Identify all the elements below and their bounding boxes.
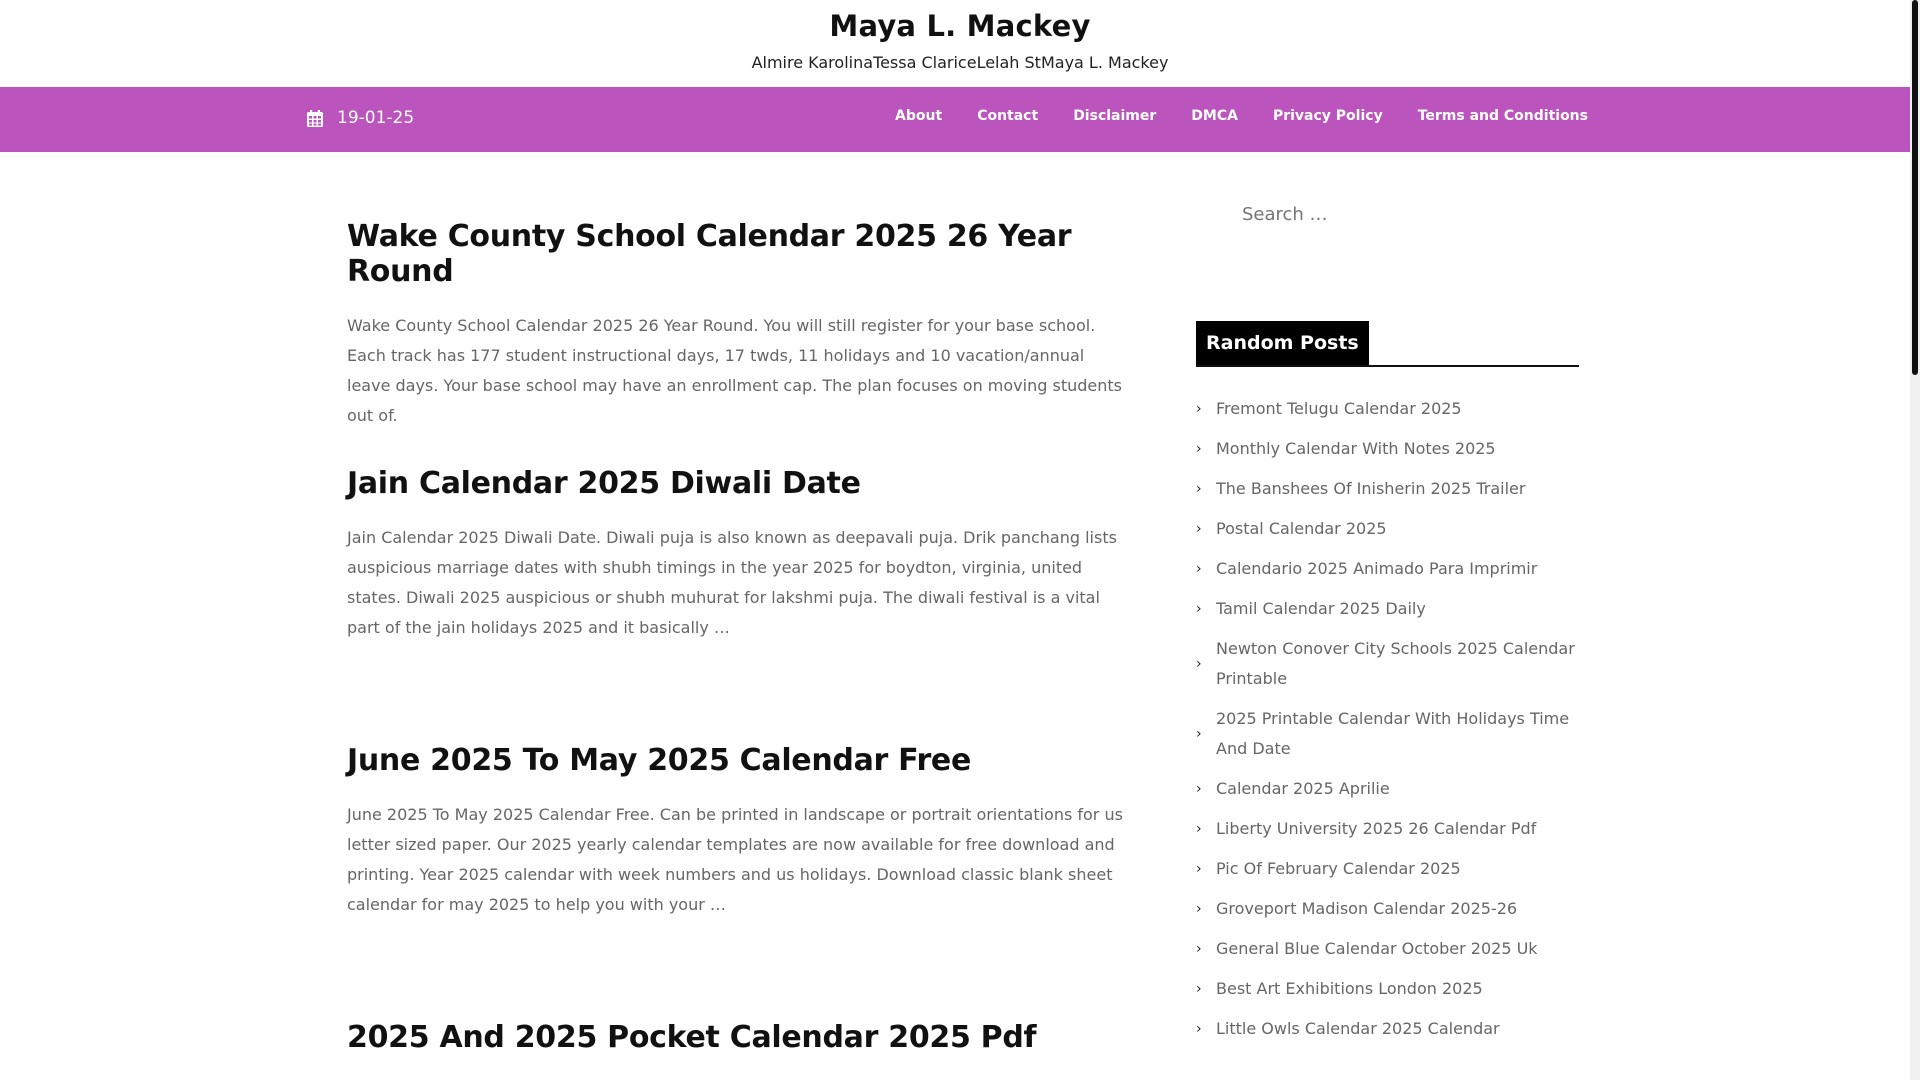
random-posts-widget-header [1196, 321, 1579, 367]
post-title[interactable]: Wake County School Calendar 2025 26 Year Round [347, 219, 1072, 289]
list-item [1196, 969, 1579, 1009]
random-post-link[interactable]: The Banshees Of Inisherin 2025 Trailer [1216, 479, 1526, 498]
nav-dmca[interactable]: DMCA [1191, 108, 1238, 124]
nav-about[interactable]: About [895, 108, 943, 124]
nav-disclaimer[interactable]: Disclaimer [1073, 108, 1157, 124]
list-item [1196, 589, 1579, 629]
list-item [1196, 629, 1579, 699]
post-title[interactable]: 2025 And 2025 Pocket Calendar 2025 Pdf [347, 1020, 1037, 1055]
site-title[interactable]: Maya L. Mackey [829, 9, 1091, 43]
chevron-right-icon: › [1196, 1021, 1202, 1037]
date-text: 19-01-25 [337, 108, 415, 128]
random-post-link[interactable]: Liberty University 2025 26 Calendar Pdf [1216, 819, 1537, 838]
calendar-icon [307, 110, 323, 127]
chevron-right-icon: › [1196, 781, 1202, 797]
post-article [347, 1020, 1132, 1055]
list-item [1196, 549, 1579, 589]
post-article [347, 466, 1132, 643]
chevron-right-icon: › [1196, 981, 1202, 997]
random-post-link[interactable]: Postal Calendar 2025 [1216, 519, 1387, 538]
post-excerpt: Jain Calendar 2025 Diwali Date. Diwali puja is also known as deepavali puja. Drik panchang lists auspicious marriage dates with shubh timings in the year 2025 for boydton, virginia, united states. Diwali 2025 auspicious or shubh muhurat for lakshmi puja. The diwali festival is a vital part of the jain holidays 2025 and it basically … [347, 528, 1117, 637]
chevron-right-icon: › [1196, 861, 1202, 877]
list-item [1196, 889, 1579, 929]
chevron-right-icon: › [1196, 601, 1202, 617]
nav-privacy-policy[interactable]: Privacy Policy [1272, 108, 1383, 124]
random-post-link[interactable]: Tamil Calendar 2025 Daily [1216, 599, 1426, 618]
random-post-link[interactable]: Groveport Madison Calendar 2025-26 [1216, 899, 1518, 918]
random-posts-title-text: Random Posts [1206, 332, 1359, 354]
nav-contact[interactable]: Contact [977, 108, 1039, 124]
random-post-link[interactable]: Little Owls Calendar 2025 Calendar [1216, 1019, 1500, 1038]
site-header [0, 0, 1920, 87]
list-item [1196, 809, 1579, 849]
chevron-right-icon: › [1196, 656, 1202, 672]
site-description: Almire KarolinaTessa ClariceLelah StMaya L. Mackey [751, 53, 1169, 72]
scrollbar-thumb[interactable] [1912, 0, 1918, 375]
random-post-link[interactable]: Newton Conover City Schools 2025 Calendar Printable [1216, 639, 1575, 688]
list-item [1196, 389, 1579, 429]
list-item [1196, 469, 1579, 509]
random-post-link[interactable]: Calendario 2025 Animado Para Imprimir [1216, 559, 1538, 578]
chevron-right-icon: › [1196, 441, 1202, 457]
list-item [1196, 509, 1579, 549]
random-post-link[interactable]: Best Art Exhibitions London 2025 [1216, 979, 1483, 998]
chevron-right-icon: › [1196, 821, 1202, 837]
post-excerpt: Wake County School Calendar 2025 26 Year Round. You will still register for your base school. Each track has 177 student instructional days, 17 twds, 11 holidays and 10 vacation/annual leave days. Your base school may have an enrollment cap. The plan focuses on moving students out of. [347, 316, 1122, 425]
post-article [347, 743, 1132, 920]
post-title[interactable]: Jain Calendar 2025 Diwali Date [347, 466, 861, 501]
header-date [307, 108, 414, 128]
random-post-link[interactable]: General Blue Calendar October 2025 Uk [1216, 939, 1538, 958]
chevron-right-icon: › [1196, 726, 1202, 742]
post-excerpt: June 2025 To May 2025 Calendar Free. Can be printed in landscape or portrait orientations for us letter sized paper. Our 2025 yearly calendar templates are now available for free download and printing. Year 2025 calendar with week numbers and us holidays. Download classic blank sheet calendar for may 2025 to help you with your … [347, 805, 1123, 914]
random-post-link[interactable]: Calendar 2025 Aprilie [1216, 779, 1390, 798]
random-post-link[interactable]: Pic Of February Calendar 2025 [1216, 859, 1461, 878]
list-item [1196, 1009, 1579, 1049]
random-posts-title [1196, 321, 1369, 365]
main-navbar [0, 87, 1910, 152]
chevron-right-icon: › [1196, 401, 1202, 417]
page-scrollbar[interactable] [1910, 0, 1920, 1080]
post-article [347, 219, 1132, 431]
list-item [1196, 929, 1579, 969]
chevron-right-icon: › [1196, 561, 1202, 577]
random-post-link[interactable]: Fremont Telugu Calendar 2025 [1216, 399, 1462, 418]
random-post-link[interactable]: Monthly Calendar With Notes 2025 [1216, 439, 1496, 458]
chevron-right-icon: › [1196, 481, 1202, 497]
list-item [1196, 699, 1579, 769]
random-posts-list [1196, 389, 1579, 1049]
list-item [1196, 769, 1579, 809]
nav-terms-and-conditions[interactable]: Terms and Conditions [1417, 108, 1588, 124]
chevron-right-icon: › [1196, 941, 1202, 957]
search-input[interactable] [1242, 204, 1562, 225]
list-item [1196, 849, 1579, 889]
nav-menu [860, 108, 1588, 124]
chevron-right-icon: › [1196, 901, 1202, 917]
list-item [1196, 429, 1579, 469]
chevron-right-icon: › [1196, 521, 1202, 537]
post-title[interactable]: June 2025 To May 2025 Calendar Free [347, 743, 972, 778]
random-post-link[interactable]: 2025 Printable Calendar With Holidays Time And Date [1216, 709, 1570, 758]
